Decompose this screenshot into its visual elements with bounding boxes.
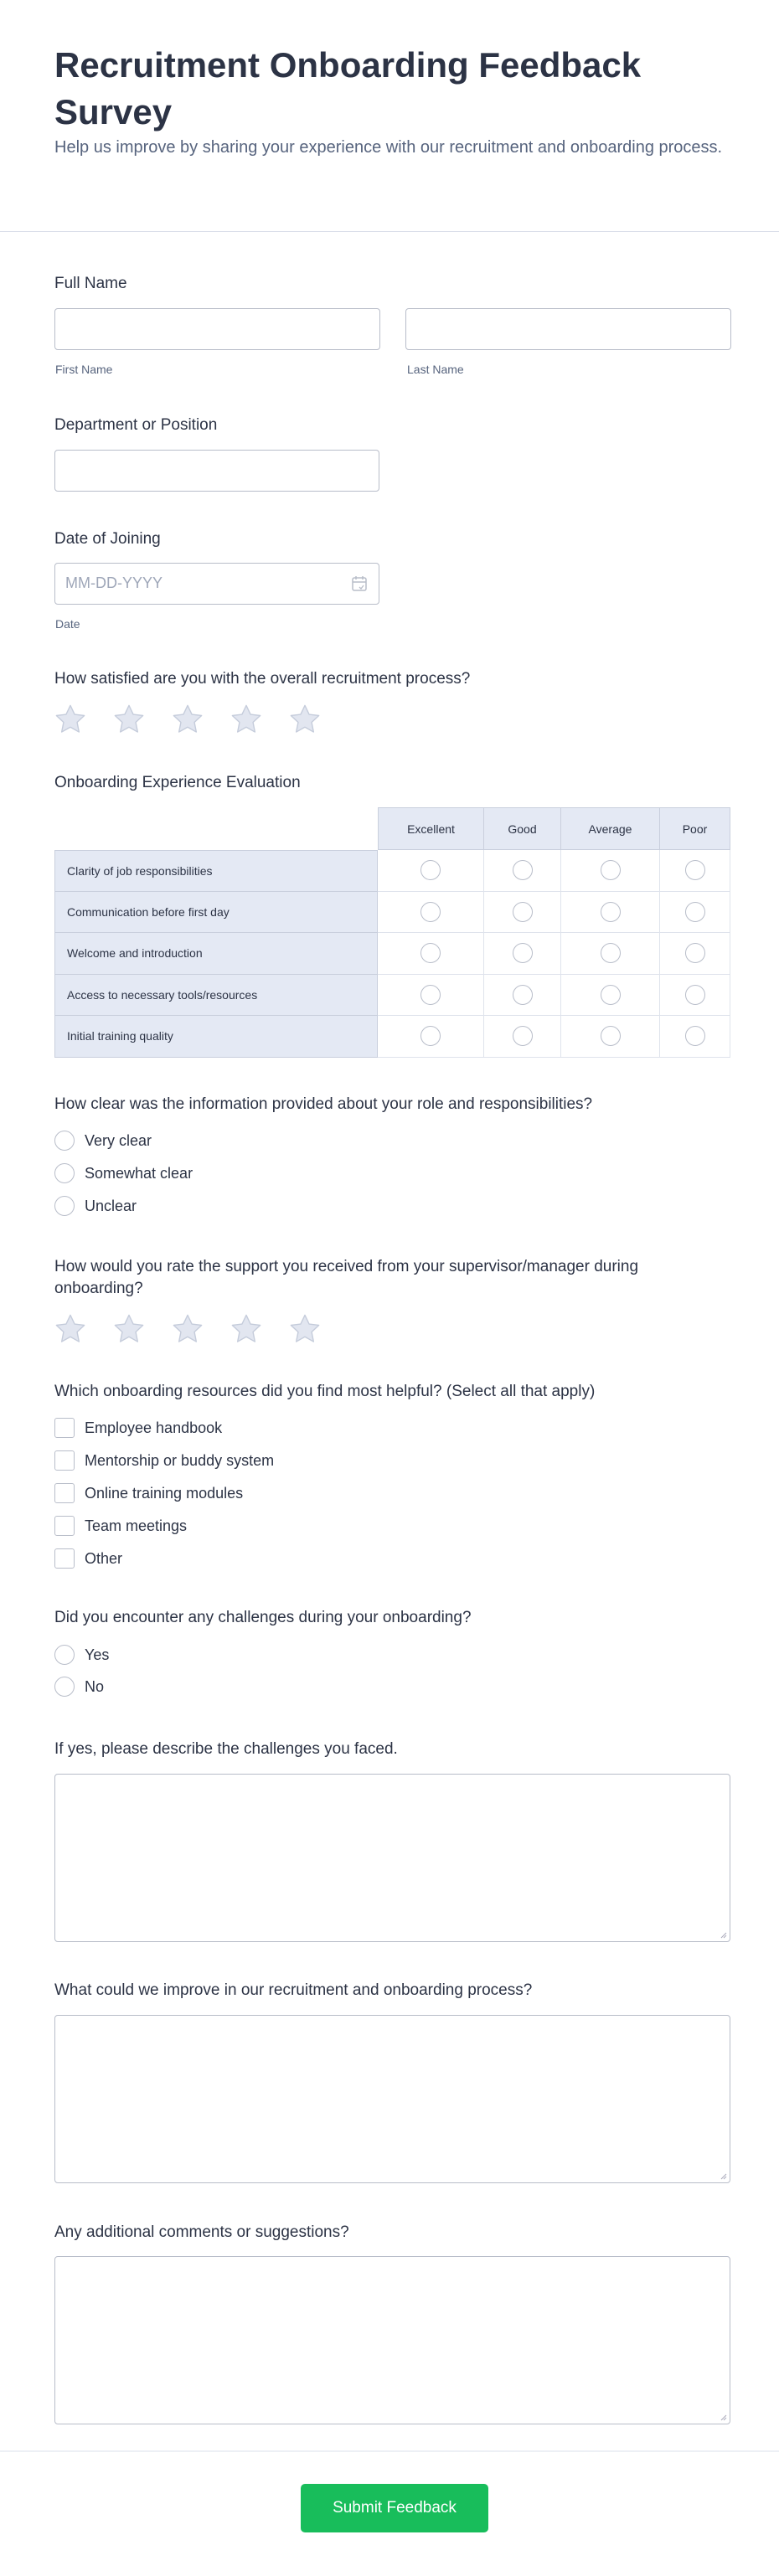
matrix-radio[interactable]	[513, 943, 533, 963]
header-divider	[0, 231, 779, 232]
matrix-radio[interactable]	[601, 943, 621, 963]
matrix-radio[interactable]	[601, 902, 621, 922]
describe-label: If yes, please describe the challenges you faced.	[54, 1740, 398, 1758]
matrix-cell	[484, 933, 561, 975]
matrix-cell	[484, 1016, 561, 1058]
matrix-cell	[378, 1016, 484, 1058]
star-icon[interactable]	[111, 1311, 147, 1347]
radio-option[interactable]	[54, 1677, 104, 1697]
matrix-radio[interactable]	[420, 860, 441, 880]
matrix-radio[interactable]	[601, 985, 621, 1005]
option-label: Unclear	[85, 1197, 137, 1214]
describe-textarea[interactable]	[54, 1774, 730, 1942]
matrix-cell	[561, 975, 660, 1017]
matrix-radio[interactable]	[685, 985, 705, 1005]
matrix-radio[interactable]	[513, 985, 533, 1005]
checkbox[interactable]	[54, 1418, 75, 1438]
date-input[interactable]	[54, 563, 379, 605]
matrix-radio[interactable]	[513, 902, 533, 922]
footer-divider	[0, 2450, 779, 2452]
matrix-column-header: Good	[484, 807, 561, 850]
matrix-cell	[378, 892, 484, 934]
option-label: Yes	[85, 1646, 110, 1663]
matrix-cell	[660, 975, 730, 1017]
radio-option[interactable]	[54, 1645, 109, 1665]
checkbox[interactable]	[54, 1450, 75, 1471]
department-input[interactable]	[54, 450, 379, 492]
support-label: How would you rate the support you received from your supervisor/manager during onboarding?	[54, 1258, 639, 1297]
matrix-cell	[484, 850, 561, 892]
star-icon[interactable]	[169, 702, 206, 737]
checkbox-option[interactable]	[54, 1418, 222, 1438]
option-label: Other	[85, 1549, 123, 1567]
option-label: No	[85, 1677, 105, 1695]
option-label: Very clear	[85, 1131, 152, 1149]
matrix-row-label: Welcome and introduction	[54, 933, 378, 975]
matrix-cell	[561, 892, 660, 934]
satisfaction-star-rating	[52, 702, 323, 737]
matrix-radio[interactable]	[420, 1026, 441, 1046]
matrix-cell	[561, 850, 660, 892]
matrix-radio[interactable]	[685, 860, 705, 880]
matrix-cell	[378, 933, 484, 975]
matrix-radio[interactable]	[513, 1026, 533, 1046]
star-icon[interactable]	[286, 1311, 323, 1347]
matrix-cell	[660, 892, 730, 934]
star-icon[interactable]	[169, 1311, 206, 1347]
radio-option[interactable]	[54, 1163, 193, 1183]
matrix-cell	[660, 850, 730, 892]
date-label: Date of Joining	[54, 530, 161, 548]
matrix-row-label: Clarity of job responsibilities	[54, 850, 378, 892]
matrix-cell	[561, 1016, 660, 1058]
star-icon[interactable]	[52, 702, 89, 737]
improve-label: What could we improve in our recruitment and onboarding process?	[54, 1981, 533, 1999]
option-label: Mentorship or buddy system	[85, 1451, 275, 1469]
matrix-row	[54, 892, 730, 934]
matrix-radio[interactable]	[685, 902, 705, 922]
last-name-sublabel: Last Name	[407, 363, 464, 376]
last-name-input[interactable]	[405, 308, 731, 350]
matrix-column-header: Poor	[660, 807, 730, 850]
form-description: Help us improve by sharing your experience with our recruitment and onboarding process.	[54, 138, 723, 157]
matrix-radio[interactable]	[420, 943, 441, 963]
resize-handle-icon[interactable]	[719, 2172, 727, 2180]
matrix-cell	[484, 975, 561, 1017]
satisfaction-label: How satisfied are you with the overall recruitment process?	[54, 670, 471, 688]
clarity-label: How clear was the information provided about your role and responsibilities?	[54, 1095, 593, 1113]
checkbox-option[interactable]	[54, 1450, 274, 1471]
matrix-row	[54, 1016, 730, 1058]
radio-option[interactable]	[54, 1131, 152, 1151]
option-label: Employee handbook	[85, 1419, 223, 1436]
matrix-row	[54, 975, 730, 1017]
matrix-cell	[660, 933, 730, 975]
matrix-cell	[484, 892, 561, 934]
matrix-radio[interactable]	[685, 943, 705, 963]
matrix-radio[interactable]	[420, 985, 441, 1005]
matrix-radio[interactable]	[420, 902, 441, 922]
matrix-row	[54, 850, 730, 892]
checkbox[interactable]	[54, 1483, 75, 1503]
matrix-cell	[660, 1016, 730, 1058]
first-name-sublabel: First Name	[55, 363, 113, 376]
matrix-column-header: Excellent	[378, 807, 484, 850]
star-icon[interactable]	[228, 702, 265, 737]
radio-button[interactable]	[54, 1131, 75, 1151]
department-label: Department or Position	[54, 416, 218, 434]
checkbox[interactable]	[54, 1548, 75, 1569]
full-name-label: Full Name	[54, 275, 127, 292]
improve-textarea[interactable]	[54, 2015, 730, 2183]
matrix-label: Onboarding Experience Evaluation	[54, 774, 301, 791]
radio-option[interactable]	[54, 1196, 137, 1216]
matrix-row-label: Access to necessary tools/resources	[54, 975, 378, 1017]
radio-button[interactable]	[54, 1677, 75, 1697]
matrix-radio[interactable]	[685, 1026, 705, 1046]
submit-feedback-button[interactable]: Submit Feedback	[301, 2484, 488, 2532]
date-sublabel: Date	[55, 617, 80, 631]
resize-handle-icon[interactable]	[719, 1930, 727, 1939]
comments-textarea[interactable]	[54, 2256, 730, 2424]
evaluation-matrix	[54, 807, 730, 1059]
form-title: Recruitment Onboarding Feedback Survey	[54, 45, 642, 131]
challenges-label: Did you encounter any challenges during your onboarding?	[54, 1609, 472, 1626]
option-label: Team meetings	[85, 1517, 188, 1534]
matrix-row-label: Communication before first day	[54, 892, 378, 934]
option-label: Online training modules	[85, 1484, 244, 1502]
matrix-radio[interactable]	[601, 1026, 621, 1046]
matrix-cell	[561, 933, 660, 975]
calendar-icon[interactable]	[352, 575, 367, 592]
matrix-cell	[378, 850, 484, 892]
checkbox[interactable]	[54, 1516, 75, 1536]
first-name-input[interactable]	[54, 308, 380, 350]
support-star-rating	[52, 1311, 323, 1347]
comments-label: Any additional comments or suggestions?	[54, 2223, 349, 2241]
matrix-radio[interactable]	[601, 860, 621, 880]
checkbox-option[interactable]	[54, 1516, 187, 1536]
matrix-column-header: Average	[561, 807, 660, 850]
radio-button[interactable]	[54, 1645, 75, 1665]
matrix-cell	[378, 975, 484, 1017]
checkbox-option[interactable]	[54, 1548, 122, 1569]
matrix-radio[interactable]	[513, 860, 533, 880]
matrix-row	[54, 933, 730, 975]
matrix-row-label: Initial training quality	[54, 1016, 378, 1058]
star-icon[interactable]	[286, 702, 323, 737]
resize-handle-icon[interactable]	[719, 2413, 727, 2421]
radio-button[interactable]	[54, 1196, 75, 1216]
star-icon[interactable]	[111, 702, 147, 737]
star-icon[interactable]	[52, 1311, 89, 1347]
checkbox-option[interactable]	[54, 1483, 243, 1503]
star-icon[interactable]	[228, 1311, 265, 1347]
date-placeholder: MM-DD-YYYY	[65, 574, 163, 591]
resources-label: Which onboarding resources did you find most helpful? (Select all that apply)	[54, 1383, 596, 1400]
radio-button[interactable]	[54, 1163, 75, 1183]
option-label: Somewhat clear	[85, 1164, 193, 1182]
